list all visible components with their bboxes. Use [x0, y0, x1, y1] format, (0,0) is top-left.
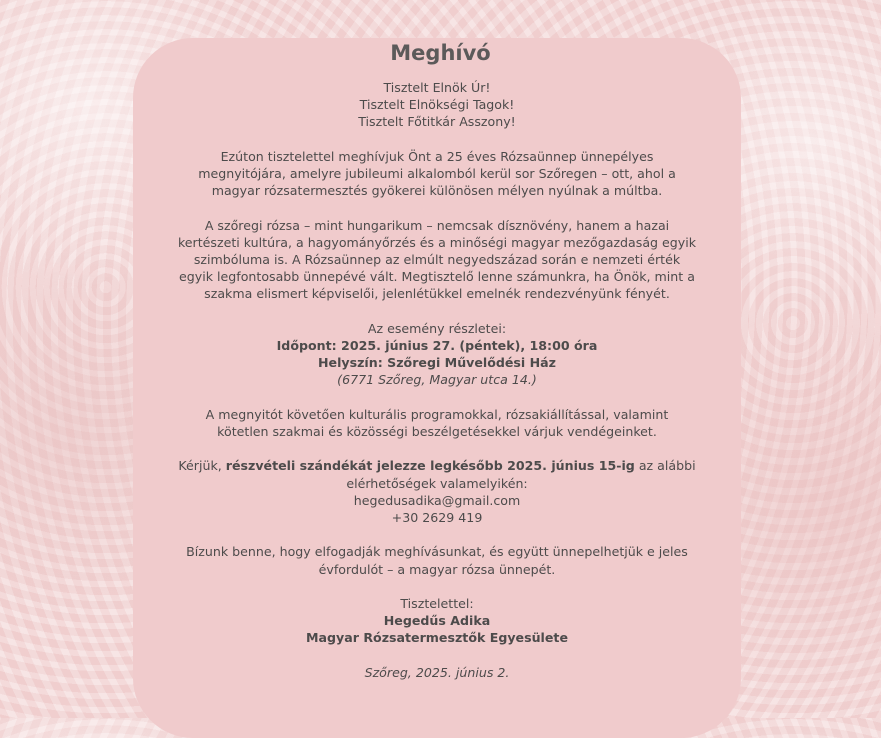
rsvp-prefix: Kérjük, [178, 458, 226, 474]
signature-closing: Tisztelettel: [400, 595, 474, 611]
paragraph-line: évfordulót – a magyar rózsa ünnepét. [318, 561, 556, 577]
greetings [133, 79, 741, 131]
event-address: (6771 Szőreg, Magyar utca 14.) [337, 372, 537, 388]
event-details [133, 320, 741, 389]
paragraph-line: kötetlen szakmai és közösségi beszélgetésekkel várjuk vendégeinket. [217, 424, 657, 439]
rsvp-line-2: elérhetőségek valamelyikén: [346, 475, 528, 491]
event-heading: Az esemény részletei: [367, 320, 507, 336]
paragraph-line: szakma elismert képviselői, jelenlétükkel emelnék rendezvényünk fényét. [204, 286, 670, 302]
place-date [133, 664, 741, 681]
paragraph-line: A szőregi rózsa – mint hungarikum – nemcsak dísznövény, hanem a hazai [204, 217, 670, 233]
invitation-body [133, 79, 741, 681]
paragraph-line: Bízunk benne, hogy elfogadják meghívásunkat, és együtt ünnepelhetjük e jeles [186, 544, 688, 560]
place-date-text: Szőreg, 2025. június 2. [364, 664, 510, 680]
program-paragraph [133, 406, 741, 440]
signature-organization: Magyar Rózsatermesztők Egyesülete [306, 630, 568, 646]
greeting-line: Tisztelt Elnökségi Tagok! [359, 97, 515, 113]
paragraph-line: megnyitójára, amelyre jubileumi alkalomból kerül sor Szőregen – ott, ahol a [198, 166, 676, 181]
signature-name: Hegedűs Adika [383, 613, 491, 629]
event-place: Helyszín: Szőregi Művelődési Ház [318, 355, 556, 371]
rsvp-phone: +30 2629 419 [391, 510, 483, 525]
paragraph-line: egyik legfontosabb ünnepévé vált. Megtisztelő lenne számunkra, ha Önök, mint a [179, 269, 695, 285]
rsvp-email: hegedusadika@gmail.com [353, 492, 521, 508]
intro-paragraph [133, 148, 741, 200]
rsvp-line [133, 457, 741, 474]
paragraph-line: Ezúton tisztelettel meghívjuk Önt a 25 éves Rózsaünnep ünnepélyes [220, 148, 654, 164]
greeting-line: Tisztelt Főtitkár Asszony! [358, 114, 516, 130]
greeting-line: Tisztelt Elnök Úr! [383, 80, 491, 95]
page-title: Meghívó [390, 41, 491, 65]
paragraph-line: magyar rózsatermesztés gyökerei különösen mélyen nyúlnak a múltba. [211, 183, 663, 199]
rose-paragraph [133, 217, 741, 303]
rsvp-suffix: az alábbi [634, 458, 696, 474]
rsvp-section [133, 457, 741, 526]
event-time: Időpont: 2025. június 27. (péntek), 18:00 óra [276, 338, 598, 353]
paragraph-line: A megnyitót követően kulturális programokkal, rózsakiállítással, valamint [205, 406, 669, 422]
rsvp-deadline: részvételi szándékát jelezze legkésőbb 2025. június 15-ig [225, 458, 635, 474]
signature [133, 595, 741, 647]
paragraph-line: szimbóluma is. A Rózsaünnep az elmúlt negyedszázad során e nemzeti érték [193, 252, 681, 267]
closing-paragraph [133, 543, 741, 577]
paragraph-line: kertészeti kultúra, a hagyományőrzés és a minőségi magyar mezőgazdaság egyik [177, 234, 697, 250]
